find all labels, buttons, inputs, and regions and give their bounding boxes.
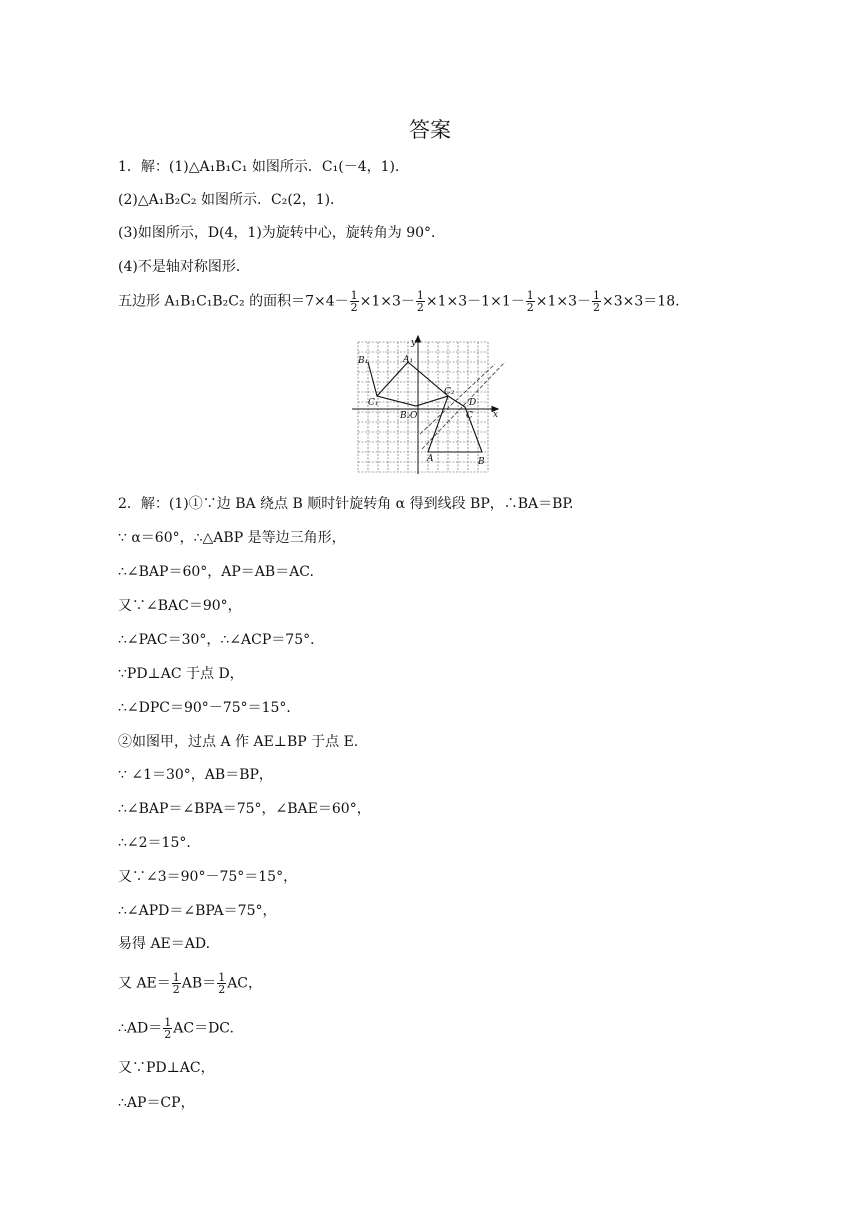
label-c1: C₁ bbox=[368, 398, 379, 408]
q2-l16-part-b: AC＝DC. bbox=[173, 1020, 234, 1037]
q2-line-2: ∵ α＝60°，∴△ABP 是等边三角形， bbox=[118, 530, 346, 546]
q2-line-14: 易得 AE＝AD. bbox=[118, 936, 211, 952]
q1-line-2: (2)△A₁B₂C₂ 如图所示．C₂(2，1)． bbox=[118, 192, 345, 208]
q2-line-5: ∴∠PAC＝30°，∴∠ACP＝75°． bbox=[118, 632, 325, 648]
q2-line-17: 又∵PD⊥AC， bbox=[118, 1060, 215, 1076]
area-part-2: ×1×3－ bbox=[359, 293, 415, 310]
area-part-3: ×1×3－1×1－ bbox=[425, 293, 525, 310]
q2-line-16 bbox=[118, 1017, 234, 1040]
fraction-half bbox=[350, 290, 359, 313]
fraction-half bbox=[526, 290, 535, 313]
fraction-half bbox=[172, 972, 181, 995]
q2-line-12: 又∵∠3＝90°－75°＝15°， bbox=[118, 869, 298, 885]
fraction-denominator: 2 bbox=[350, 301, 358, 314]
q2-line-3: ∴∠BAP＝60°，AP＝AB＝AC. bbox=[118, 564, 314, 580]
q2-l15-part-b: AB＝ bbox=[181, 975, 217, 992]
label-c: C bbox=[466, 411, 473, 421]
q2-line-15 bbox=[118, 972, 262, 995]
label-b: B bbox=[478, 457, 485, 467]
polygon-outlines bbox=[368, 362, 482, 452]
label-a1: A₁ bbox=[403, 355, 414, 365]
q1-line-1: 1．解：(1)△A₁B₁C₁ 如图所示．C₁(－4，1)． bbox=[118, 159, 409, 175]
q2-line-9: ∵ ∠1＝30°，AB＝BP， bbox=[118, 767, 273, 783]
label-a: A bbox=[427, 454, 434, 464]
q2-line-13: ∴∠APD＝∠BPA＝75°， bbox=[118, 903, 277, 919]
fraction-half bbox=[592, 290, 601, 313]
fraction-denominator: 2 bbox=[218, 983, 226, 996]
y-axis-arrow-icon bbox=[416, 336, 421, 342]
coordinate-grid-figure bbox=[350, 334, 510, 476]
q2-l16-part-a: ∴AD＝ bbox=[118, 1020, 163, 1037]
fraction-denominator: 2 bbox=[172, 983, 180, 996]
label-x: x bbox=[493, 410, 499, 420]
label-y: y bbox=[411, 338, 417, 348]
fraction-numerator: 1 bbox=[164, 1016, 172, 1029]
label-b2: B₂ bbox=[400, 411, 411, 421]
q1-line-4: (4)不是轴对称图形． bbox=[118, 259, 250, 275]
fraction-numerator: 1 bbox=[593, 289, 601, 302]
q2-l15-part-c: AC， bbox=[227, 975, 263, 992]
fraction-numerator: 1 bbox=[350, 289, 358, 302]
q2-line-1: 2．解：(1)①∵边 BA 绕点 B 顺时针旋转角 α 得到线段 BP，∴BA＝BP. bbox=[118, 496, 574, 512]
fraction-numerator: 1 bbox=[218, 971, 226, 984]
fraction-denominator: 2 bbox=[164, 1028, 172, 1041]
label-b1: B₁ bbox=[358, 356, 369, 366]
q1-area-formula bbox=[118, 290, 680, 313]
q2-line-4: 又∵∠BAC＝90°， bbox=[118, 598, 242, 614]
label-c2: C₂ bbox=[444, 387, 455, 397]
fraction-numerator: 1 bbox=[172, 971, 180, 984]
fraction-denominator: 2 bbox=[526, 301, 534, 314]
fraction-half bbox=[217, 972, 226, 995]
fraction-half bbox=[163, 1017, 172, 1040]
area-part-5: ×3×3＝18. bbox=[602, 293, 680, 310]
label-o: O bbox=[410, 411, 418, 421]
fraction-numerator: 1 bbox=[416, 289, 424, 302]
area-part-1: 五边形 A₁B₁C₁B₂C₂ 的面积＝7×4－ bbox=[118, 293, 349, 310]
grid-diagram bbox=[350, 334, 510, 476]
fraction-numerator: 1 bbox=[526, 289, 534, 302]
q2-line-8: ②如图甲，过点 A 作 AE⊥BP 于点 E. bbox=[118, 734, 359, 750]
fraction-denominator: 2 bbox=[416, 301, 424, 314]
q2-line-7: ∴∠DPC＝90°－75°＝15°． bbox=[118, 700, 301, 716]
area-part-4: ×1×3－ bbox=[535, 293, 592, 310]
q2-line-11: ∴∠2＝15°． bbox=[118, 835, 201, 851]
q2-line-6: ∵PD⊥AC 于点 D， bbox=[118, 666, 244, 682]
fraction-half bbox=[416, 290, 425, 313]
label-d: D bbox=[469, 398, 477, 408]
q1-line-3: (3)如图所示，D(4，1)为旋转中心，旋转角为 90°． bbox=[118, 225, 446, 241]
page-title: 答案 bbox=[409, 118, 451, 142]
q2-line-18: ∴AP＝CP， bbox=[118, 1095, 195, 1111]
q2-line-10: ∴∠BAP＝∠BPA＝75°，∠BAE＝60°， bbox=[118, 801, 371, 817]
q2-l15-part-a: 又 AE＝ bbox=[118, 975, 171, 992]
fraction-denominator: 2 bbox=[593, 301, 601, 314]
